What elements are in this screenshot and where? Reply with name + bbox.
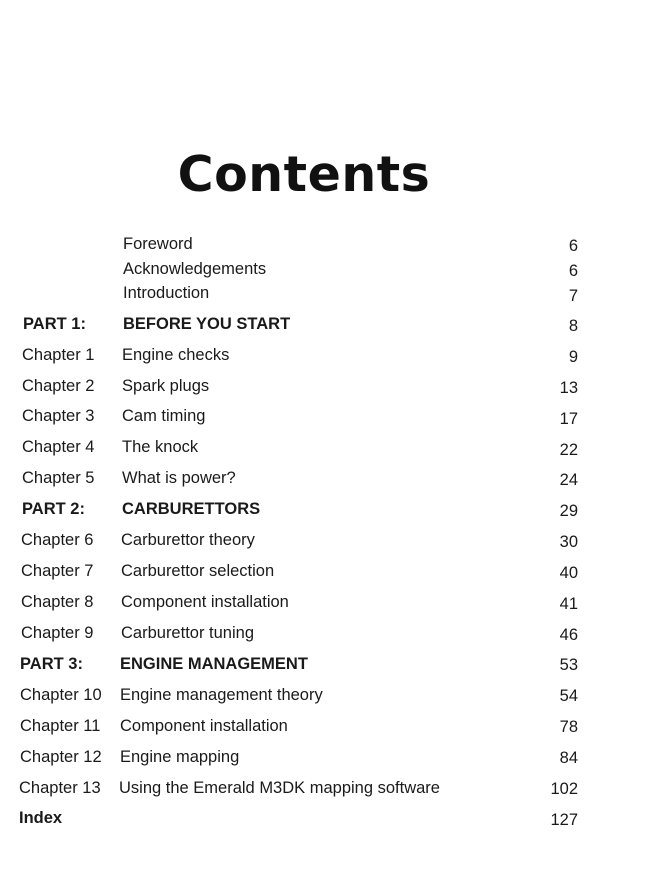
chapter-label: Chapter 13	[19, 779, 101, 797]
chapter-label: Chapter 11	[20, 717, 101, 735]
chapter-label: Chapter 12	[20, 748, 102, 766]
entry-title: Carburettor tuning	[121, 624, 254, 642]
page-number: 6	[568, 262, 578, 280]
page-number: 40	[559, 564, 578, 582]
chapter-label: Chapter 10	[20, 686, 102, 704]
part-label: PART 1:	[23, 315, 86, 333]
toc-entry-row	[0, 435, 650, 459]
toc-entry-row	[0, 343, 650, 367]
toc-entry-row	[0, 466, 650, 490]
page-number: 13	[559, 379, 578, 397]
chapter-label: Chapter 2	[22, 377, 95, 395]
page-number: 7	[568, 287, 578, 305]
entry-title: Engine checks	[122, 346, 230, 364]
chapter-label: Chapter 4	[22, 438, 95, 456]
entry-title: Engine mapping	[120, 748, 240, 766]
entry-title: Cam timing	[122, 407, 206, 425]
page-number: 84	[559, 749, 578, 767]
entry-title: Component installation	[120, 717, 288, 735]
page-number: 30	[559, 533, 578, 551]
toc-entry-row	[0, 281, 650, 305]
chapter-label: Chapter 6	[21, 531, 94, 549]
part-title: CARBURETTORS	[122, 500, 261, 518]
page-number: 22	[559, 441, 578, 459]
chapter-label: Chapter 8	[21, 593, 94, 611]
page-number: 17	[559, 410, 578, 428]
page-number: 29	[559, 502, 578, 520]
page-number: 127	[550, 811, 578, 829]
toc-part-row	[0, 497, 650, 521]
entry-title: Spark plugs	[122, 377, 210, 395]
toc-entry-row	[0, 232, 650, 256]
toc-entry-row	[0, 714, 650, 738]
index-label: Index	[19, 809, 63, 827]
page-number: 102	[550, 780, 578, 798]
page-number: 53	[559, 656, 578, 674]
entry-title: Engine management theory	[120, 686, 323, 704]
toc-entry-row	[0, 590, 650, 614]
toc-index-row	[0, 806, 650, 830]
chapter-label: Chapter 3	[22, 407, 95, 425]
toc-entry-row	[0, 621, 650, 645]
entry-title: Foreword	[123, 235, 193, 253]
page-number: 78	[559, 718, 578, 736]
entry-title: Introduction	[123, 284, 210, 302]
page-number: 6	[568, 237, 578, 255]
toc-entry-row	[0, 559, 650, 583]
entry-title: What is power?	[122, 469, 236, 487]
page-number: 46	[559, 626, 578, 644]
chapter-label: Chapter 7	[21, 562, 94, 580]
toc-part-row	[0, 652, 650, 676]
toc-entry-row	[0, 745, 650, 769]
part-title: BEFORE YOU START	[123, 315, 291, 333]
toc-entry-row	[0, 374, 650, 398]
chapter-label: Chapter 1	[22, 346, 95, 364]
entry-title: Using the Emerald M3DK mapping software	[119, 779, 440, 797]
entry-title: Carburettor selection	[121, 562, 275, 580]
page-title: Contents	[177, 146, 431, 203]
toc-entry-row	[0, 683, 650, 707]
part-label: PART 3:	[20, 655, 83, 673]
page-number: 24	[559, 471, 578, 489]
page-number: 41	[559, 595, 578, 613]
entry-title: Acknowledgements	[123, 260, 267, 278]
page-number: 54	[559, 687, 578, 705]
entry-title: Carburettor theory	[121, 531, 255, 549]
entry-title: The knock	[122, 438, 199, 456]
chapter-label: Chapter 9	[21, 624, 94, 642]
part-title: ENGINE MANAGEMENT	[120, 655, 308, 673]
part-label: PART 2:	[22, 500, 85, 518]
page-number: 8	[568, 317, 578, 335]
toc-entry-row	[0, 404, 650, 428]
chapter-label: Chapter 5	[22, 469, 95, 487]
toc-entry-row	[0, 528, 650, 552]
toc-entry-row	[0, 257, 650, 281]
page-number: 9	[568, 348, 578, 366]
toc-entry-row	[0, 776, 650, 800]
entry-title: Component installation	[121, 593, 289, 611]
toc-part-row	[0, 312, 650, 336]
